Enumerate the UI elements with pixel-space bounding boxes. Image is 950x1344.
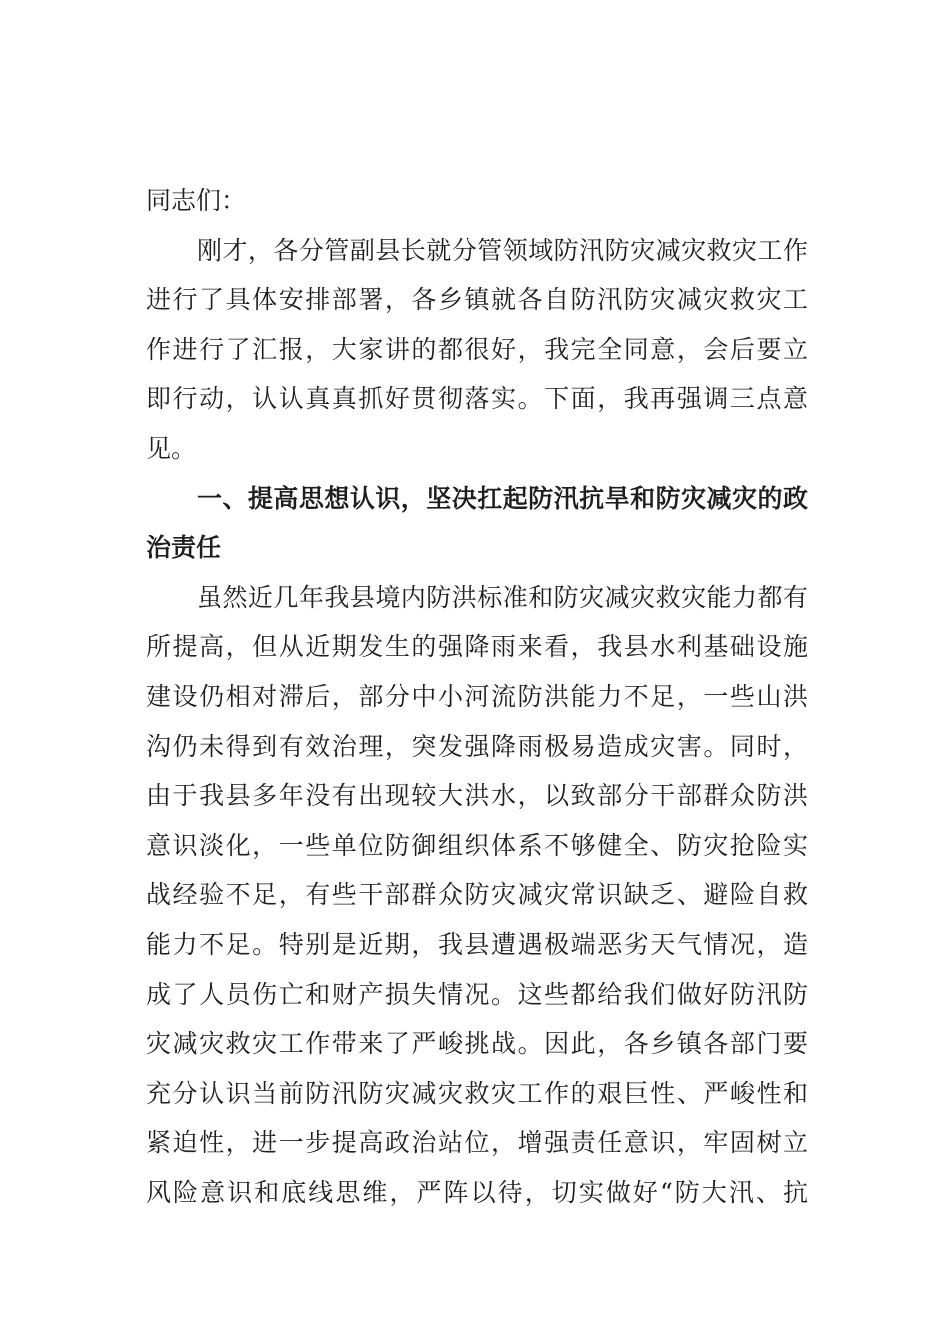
paragraph-line: 灾减灾救灾工作带来了严峻挑战。因此，各乡镇各部门要 xyxy=(146,1029,808,1059)
paragraph-line: 战经验不足，有些干部群众防灾减灾常识缺乏、避险自救 xyxy=(146,880,808,910)
paragraph-line: 由于我县多年没有出现较大洪水，以致部分干部群众防洪 xyxy=(146,781,808,811)
body-paragraph xyxy=(146,573,808,1218)
paragraph-line: 能力不足。特别是近期，我县遭遇极端恶劣天气情况，造 xyxy=(146,929,808,959)
paragraph-line: 虽然近几年我县境内防洪标准和防灾减灾救灾能力都有 xyxy=(146,582,808,612)
paragraph-line: 沟仍未得到有效治理，突发强降雨极易造成灾害。同时， xyxy=(146,731,808,761)
paragraph-line: 刚才，各分管副县长就分管领域防汛防灾减灾救灾工作 xyxy=(146,235,808,265)
paragraph-line: 建设仍相对滞后，部分中小河流防洪能力不足，一些山洪 xyxy=(146,681,808,711)
heading-line: 一、提高思想认识，坚决扛起防汛抗旱和防灾减灾的政 xyxy=(146,483,808,513)
paragraph-line: 充分认识当前防汛防灾减灾救灾工作的艰巨性、严峻性和 xyxy=(146,1078,808,1108)
section-heading xyxy=(146,474,808,573)
paragraph-line: 见。 xyxy=(146,433,197,463)
salutation: 同志们： xyxy=(146,186,247,215)
intro-paragraph xyxy=(146,226,808,474)
paragraph-line: 所提高，但从近期发生的强降雨来看，我县水利基础设施 xyxy=(146,632,808,662)
paragraph-line: 进行了具体安排部署，各乡镇就各自防汛防灾减灾救灾工 xyxy=(146,285,808,315)
heading-line: 治责任 xyxy=(146,533,222,563)
paragraph-line: 紧迫性，进一步提高政治站位，增强责任意识，牢固树立 xyxy=(146,1128,808,1158)
paragraph-line: 意识淡化，一些单位防御组织体系不够健全、防灾抢险实 xyxy=(146,830,808,860)
paragraph-line: 作进行了汇报，大家讲的都很好，我完全同意，会后要立 xyxy=(146,334,808,364)
paragraph-line: 成了人员伤亡和财产损失情况。这些都给我们做好防汛防 xyxy=(146,979,808,1009)
paragraph-line: 风险意识和底线思维，严阵以待，切实做好“防大汛、抗 xyxy=(146,1177,808,1207)
paragraph-line: 即行动，认认真真抓好贯彻落实。下面，我再强调三点意 xyxy=(146,384,808,414)
document-body xyxy=(146,176,808,1217)
